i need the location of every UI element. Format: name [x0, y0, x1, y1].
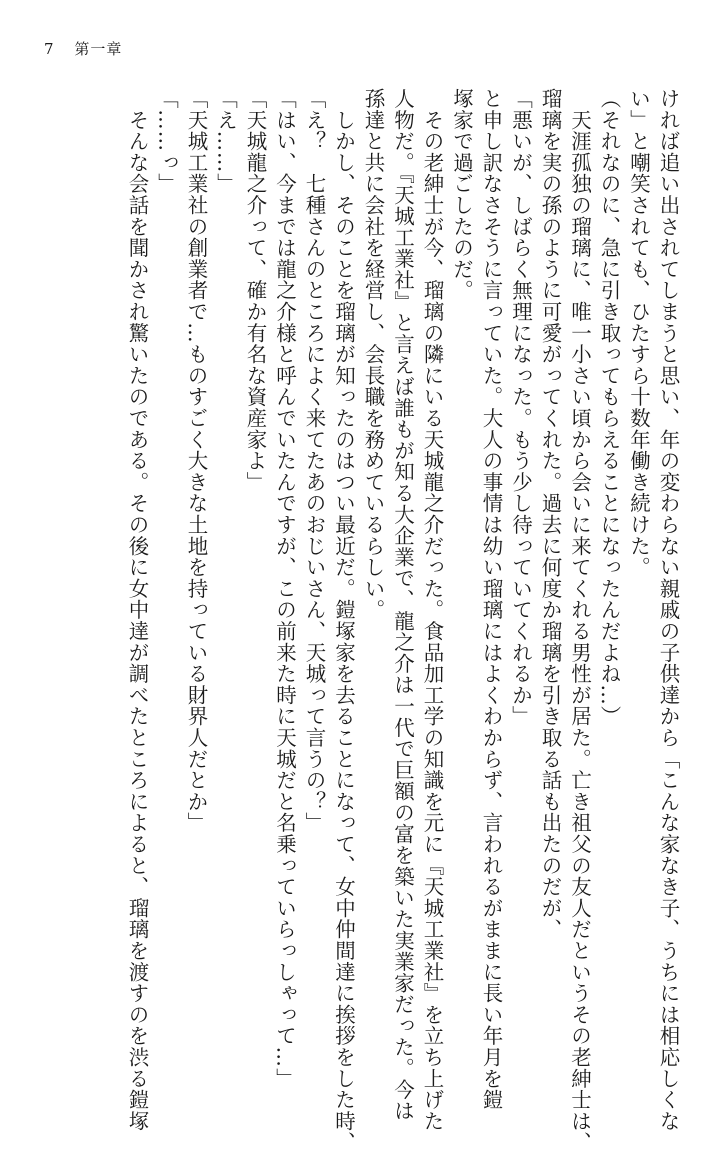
text-line: その老紳士が今、瑠璃の隣にいる天城龍之介だった。食品加工学の知識を元に『天城工業社』を立ち上げた [420, 88, 444, 1132]
text-line: と申し訳なさそうに言っていた。大人の事情は幼い瑠璃にはよくわからず、言われるがままに長い年月を鎧 [479, 88, 503, 1111]
text-line: い」と嘲笑されても、ひたすら十数年働き続けた。 [626, 88, 651, 578]
text-line: そんな会話を聞かされ驚いたのである。その後に女中達が調べたところによると、瑠璃を渡すのを渋る鎧塚 [125, 88, 149, 1132]
text-line: ければ追い出されてしまうと思い、年の変わらない親戚の子供達から「こんな家なき子、うちには相応しくな [656, 88, 680, 1132]
text-line: しかし、そのことを瑠璃が知ったのはつい最近だ。鎧塚家を去ることになって、女中仲間達に挨拶をした時、 [331, 88, 356, 1153]
text-line: 「天城龍之介って、確か有名な資産家よ」 [243, 88, 267, 493]
text-line: 人物だ。『天城工業社』と言えば誰もが知る大企業で、龍之介は一代で巨額の富を築いた実業家だった。今は [390, 88, 415, 1122]
text-line: 天涯孤独の瑠璃に、唯一小さい頃から会いに来てくれる男性が居た。亡き祖父の友人だというその老紳士は、 [567, 88, 592, 1153]
text-line: 「え？ 七種さんのところによく来てたあのおじいさん、天城って言うの？」 [302, 88, 326, 834]
vertical-text-body [122, 88, 683, 1153]
text-line: 塚家で過ごしたのだ。 [449, 88, 474, 301]
text-line: 「……っ」 [154, 88, 179, 195]
text-line: 瑠璃を実の孫のように可愛がってくれた。過去に何度か瑠璃を引き取る話も出たのだが、 [538, 88, 562, 940]
text-line: 「え……」 [213, 88, 238, 195]
page-number: 7 [44, 40, 55, 58]
text-line: 「悪いが、しばらく無理になった。もう少し待っていてくれるか」 [508, 88, 533, 727]
running-head [44, 38, 122, 59]
text-line: 「天城工業社の創業者で…ものすごく大きな土地を持っている財界人だとか」 [184, 88, 208, 834]
text-line: （それなのに、急に引き取ってもらえることになったんだよね…） [597, 88, 621, 727]
text-line: 「はい、今までは龍之介様と呼んでいたんですが、この前来た時に天城だと名乗っていらっしゃって…」 [272, 88, 297, 1090]
text-line: 孫達と共に会社を経営し、会長職を務めているらしい。 [361, 88, 385, 621]
chapter-title: 第一章 [74, 40, 123, 58]
